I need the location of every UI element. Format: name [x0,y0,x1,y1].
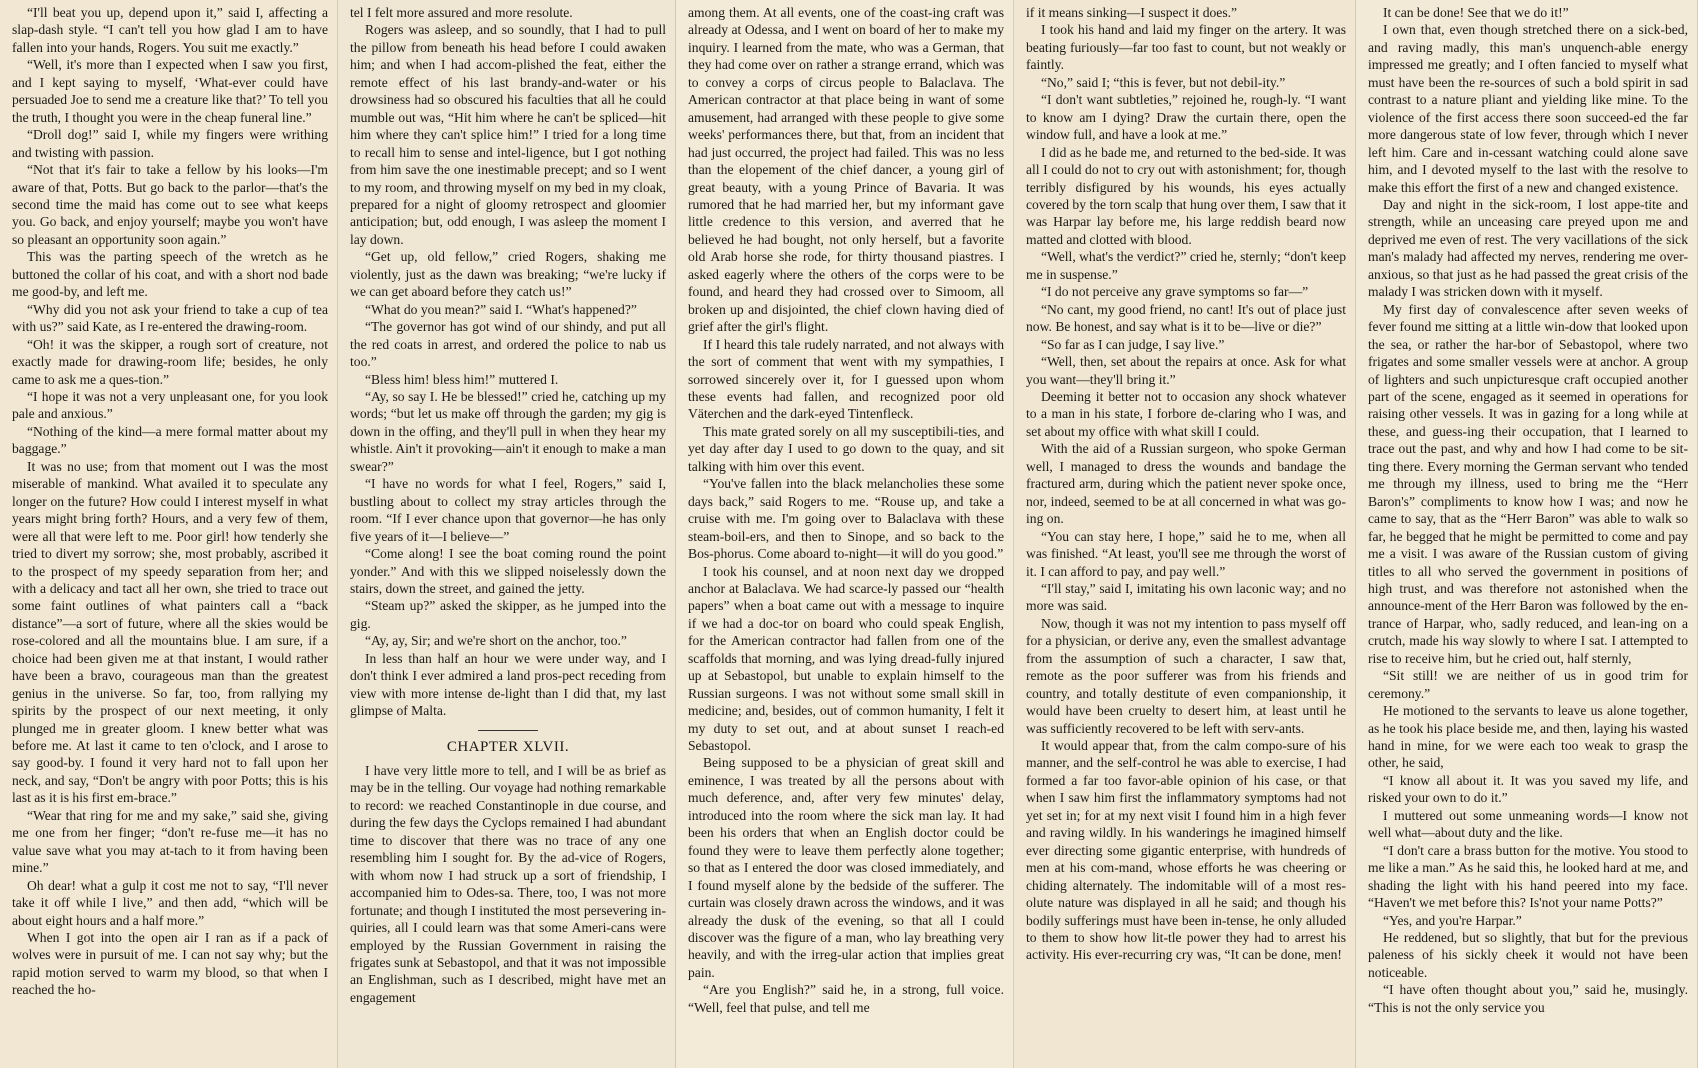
paragraph: “I have often thought about you,” said he, musingly. “This is not the only service you [1368,982,1688,1015]
paragraph: Being supposed to be a physician of great skill and eminence, I was treated by all the persons about with much deference, and, after very few minutes' delay, introduced into the room where the sick man lay. It had been his orders that when an English doctor could be found they were to leave them perfectly alone together; so that as I entered the door was closed immediately, and I found myself alone by the bedside of the sufferer. The curtain was closely drawn across the windows, and it was already the dusk of the evening, so that all I could discover was the figure of a man, who lay breathing very heavily, and with the irreg-ular action that implies great pain. [688,755,1004,980]
paragraph: among them. At all events, one of the coast-ing craft was already at Odessa, and I went on board of her to make my inquiry. I learned from the mate, who was a German, that they had come over on rather a strange errand, which was to convey a corps of circus people to Balaclava. The American contractor at that place being in want of some amusement, had arranged with these people to give some weeks' performances there, but that, from an incident that had just occurred, the project had failed. This was no less than the elopement of the chief dancer, a young girl of great beauty, with a young Prince of Bavaria. It was rumored that he had married her, but my informant gave little credence to this version, and averred that he believed he had bought, not only herself, but a favorite old Arab horse she rode, for thirty thousand piastres. I asked eagerly where the others of the corps were to be found, and heard they had crossed over to Simoom, all broken up and disjointed, the chief clown having died of grief after the girl's flight. [688,5,1004,335]
paragraph: “Oh! it was the skipper, a rough sort of creature, not exactly made for drawing-room life; besides, he only came to ask me a ques-tion.” [12,336,328,387]
paragraph: Day and night in the sick-room, I lost appe-tite and strength, while an unceasing care preyed upon me and deprived me even of rest. The very vacillations of the sick man's malady had affected my nerves, rendering me over-anxious, so that just as he had passed the great crisis of the malady I was stricken down with it myself. [1368,196,1688,300]
paragraph: Rogers was asleep, and so soundly, that I had to pull the pillow from beneath his head before I could awaken him; and when I had accom-plished the feat, either the remote effect of his last brandy-and-water or his drowsiness had so obscured his faculties that all he could mumble out was, “Hit him where he can't be spliced—hit him where they can't splice him!” I tried for a long time to recall him to sense and intel-ligence, but I got nothing from him save the one inestimable precept; and so I went to my room, and throwing myself on my bed in my cloak, prepared for a night of gloomy retrospect and gloomier anticipation; but, odd enough, I was asleep the moment I lay down. [350,22,666,247]
paragraph: If I heard this tale rudely narrated, and not always with the sort of comment that went with my sympathies, I sorrowed sincerely over it, for I guessed upon whom these events had fallen, and recognized poor old Väterchen and the dark-eyed Tintenfleck. [688,336,1004,422]
paragraph: “I have no words for what I feel, Rogers,” said I, bustling about to collect my stray articles through the room. “If I ever chance upon that governor—he has only five years of it—I believe—” [350,476,666,544]
paragraph: “Droll dog!” said I, while my fingers were writhing and twisting with passion. [12,127,328,160]
paragraph: It was no use; from that moment out I was the most miserable of mankind. What availed it to speculate any longer on the future? How could I interest myself in what years might bring forth? Hours, and a very few of them, were all that were left to me. Poor girl! how tenderly she tried to divert my sorrow; she, most probably, ascribed it to the prospect of my speedy separation from her; and with a delicacy and tact all her own, she tried to trace out some faint outlines of what painters call a “back distance”—a sort of future, where all the skies would be rose-colored and all the mountains blue. I am sure, if a choice had been given me at that instant, I would rather have been a bravo, courageous man than the greatest genius in the universe. So far, too, from rallying my spirits by the prospect of our next meeting, it only plunged me in greater gloom. I knew better what was before me. At last it came to ten o'clock, and I arose to say good-by. I found it very hard not to fall upon her neck, and say, “Don't be angry with poor Potts; this is his last as it is his first em-brace.” [12,458,328,806]
paragraph: It can be done! See that we do it!” [1382,5,1569,20]
paragraph: “Nothing of the kind—a mere formal matter about my baggage.” [12,423,328,457]
text-column-3 [676,0,1014,1068]
paragraph: With the aid of a Russian surgeon, who spoke German well, I managed to dress the wounds and bandage the fractured arm, during which the patient never spoke once, nor, indeed, seemed to be at all concerned in what was go-ing on. [1026,441,1346,527]
paragraph: tel I felt more assured and more resolute. [350,5,573,20]
paragraph: “So far as I can judge, I say live.” [1040,336,1225,352]
paragraph: “Ay, ay, Sir; and we're short on the anchor, too.” [364,633,627,649]
paragraph: In less than half an hour we were under way, and I don't think I ever admired a land pros-pect receding from view with more intense de-light than I did that, my last glimpse of Malta. [350,650,666,719]
paragraph: “You can stay here, I hope,” said he to me, when all was finished. “At least, you'll see me through the worst of it. I can afford to pay, and pay well.” [1026,528,1346,579]
paragraph: This was the parting speech of the wretch as he buttoned the collar of his coat, and with a short nod bade me good-by, and left me. [12,249,328,300]
paragraph: “Ay, so say I. He be blessed!” cried he, catching up my words; “but let us make off through the garden; my gig is down in the offing, and they'll pull in when they hear my whistle. Ain't it provoking—ain't it enough to make a man swear?” [350,388,667,474]
paragraph: “I'll beat you up, depend upon it,” said I, affecting a slap-dash style. “I can't tell you how glad I am to have fallen into your hands, Rogers. You suit me exactly.” [12,5,328,55]
paragraph: When I got into the open air I ran as if a pack of wolves were in pursuit of me. I can not say why; but the rapid motion served to warm my blood, so that when I reached the ho- [12,930,328,998]
paragraph: “Steam up?” asked the skipper, as he jumped into the gig. [350,598,666,631]
paragraph: Deeming it better not to occasion any shock whatever to a man in his state, I forbore de-claring who I was, and set about my office with what skill I could. [1026,388,1346,439]
paragraph: I took his hand and laid my finger on the artery. It was beating furiously—far too fast to count, but not weakly or faintly. [1026,22,1346,73]
text-column-5 [1356,0,1698,1068]
paragraph: “Bless him! bless him!” muttered I. [364,371,559,387]
paragraph: “I do not perceive any grave symptoms so far—” [1040,284,1309,300]
paragraph: “Not that it's fair to take a fellow by his looks—I'm aware of that, Potts. But go back to the parlor—that's the second time the maid has come out to see what keeps you. Go back, and enjoy yourself; maybe you won't have so pleasant an opportunity soon again.” [12,162,328,247]
paragraph: “I don't want subtleties,” rejoined he, rough-ly. “I want to know am I dying? Draw the curtain there, open the window full, and have a look at me.” [1026,92,1346,143]
paragraph: “Why did you not ask your friend to take a cup of tea with us?” said Kate, as I re-entered the drawing-room. [12,301,328,335]
paragraph: It would appear that, from the calm compo-sure of his manner, and the self-control he was able to exercise, I had formed a far too favor-able opinion of his case, or that when I saw him first the inflammatory symptoms had not yet set in; for at my next visit I found him in a high fever and raving wildly. In his wanderings he imagined himself ever directing some gigantic enterprise, with hundreds of men at his com-mand, whose efforts he was cheering or chiding alternately. The indomitable will of a most res-olute nature was displayed in all he said; and though his bodily sufferings must have been in-tense, he only alluded to them to show how lit-tle power they had to arrest his activity. His ever-recurring cry was, “It can be done, men! [1026,738,1346,963]
paragraph: “I'll stay,” said I, imitating his own laconic way; and no more was said. [1026,580,1346,614]
paragraph: “You've fallen into the black melancholies these some days back,” said Rogers to me. “Rouse up, and take a cruise with me. I'm going over to Balaclava with these steam-boil-ers, and then to Sinope, and so back to the Bos-phorus. Come aboard to-night—it will do you good.” [688,476,1004,562]
paragraph: “Wear that ring for me and my sake,” said she, giving me one from her finger; “don't re-fuse me—it has no value save what you may at-tach to it from having been mine.” [12,807,328,876]
paragraph: I have very little more to tell, and I will be as brief as may be in the telling. Our voyage had nothing remarkable to record: we reached Constantinople in due course, and during the few days the Cyclops remained I had abundant time to discover that there was no trace of any one resembling him I sought for. By the ad-vice of Rogers, with whom now I had struck up a sort of friendship, I accompanied him to Odes-sa. There, too, I was not more fortunate; and though I instituted the most persevering in-quiries, all I could learn was that some Ameri-cans were employed by the Russian Government in raising the frigates sunk at Sebastopol, and that it was not impossible an Englishman, such as I described, might have met an engagement [350,763,666,1005]
paragraph: “What do you mean?” said I. “What's happened?” [364,301,637,317]
paragraph: if it means sinking—I suspect it does.” [1026,5,1238,20]
paragraph: This mate grated sorely on all my susceptibili-ties, and yet day after day I used to go down to the quay, and sit talking with him over this event. [688,423,1004,474]
paragraph: “I know all about it. It was you saved my life, and risked your own to do it.” [1368,772,1688,806]
paragraph: “Get up, old fellow,” cried Rogers, shaking me violently, just as the dawn was breaking; “we're lucky if we can get aboard before they catch us!” [350,249,666,300]
paragraph: “Sit still! we are neither of us in good trim for ceremony.” [1368,668,1688,701]
text-column-4 [1014,0,1356,1068]
chapter-heading: CHAPTER XLVII. [446,738,570,755]
paragraph: “I don't care a brass button for the motive. You stood to me like a man.” As he said this, he looked hard at me, and shading the light with his hand peered into my face. “Haven't we met before this? Is'not your name Potts?” [1368,842,1688,911]
paragraph: Now, though it was not my intention to pass myself off for a physician, or derive any, even the smallest advantage from the assumption of such a character, I saw that, remote as the poor sufferer was from his friends and country, and totally destitute of even companionship, it would have been cruelty to desert him, at least until he was sufficiently recovered to be left with serv-ants. [1026,615,1346,736]
chapter-divider [478,730,538,731]
paragraph: “Well, what's the verdict?” cried he, sternly; “don't keep me in suspense.” [1026,249,1346,282]
text-column-2 [338,0,676,1068]
paragraph: “Well, then, set about the repairs at once. Ask for what you want—they'll bring it.” [1026,354,1346,387]
text-column-1 [0,0,338,1068]
paragraph: I own that, even though stretched there on a sick-bed, and raving madly, this man's unquench-able energy impressed me greatly; and I often fancied to myself what must have been the re-sources of such a bold spirit in sad contrast to a nature pliant and yielding like mine. To the violence of the first access there soon succeed-ed the far more dangerous state of low fever, through which I never left him. Care and in-cessant watching could alone save him, and I devoted myself to the last with the resolve to make this effort the first of a new and changed existence. [1368,22,1688,195]
paragraph: “Yes, and you're Harpar.” [1382,912,1522,928]
paragraph: “I hope it was not a very unpleasant one, for you look pale and anxious.” [12,388,328,422]
paragraph: “Are you English?” said he, in a strong, full voice. “Well, feel that pulse, and tell me [688,982,1004,1015]
paragraph: I took his counsel, and at noon next day we dropped anchor at Balaclava. We had scarce-ly passed our “health papers” when a boat came out with a message to inquire if we had a doc-tor on board who could speak English, for the American contractor had fallen from one of the scaffolds that morning, and was lying dread-fully injured up at Sebastopol, but unable to explain himself to the Russian surgeons. I was not without some small skill in medicine; and, besides, out of common humanity, I felt it my duty to set out, and at about sunset I reach-ed Sebastopol. [688,563,1004,754]
paragraph: My first day of convalescence after seven weeks of fever found me sitting at a little win-dow that looked upon the sea, or rather the har-bor of Sebastopol, where two frigates and some smaller vessels were at anchor. A group of lighters and such unpicturesque craft occupied another part of the scene, engaged as it seemed in operations for raising other vessels. It was in gazing for a long while at these, and guess-ing their occupation, that I learned to trace out the past, and why and how I had come to be sit-ting there. Every morning the German servant who tended me through my illness, used to bring me the “Herr Baron's” compliments to know how I was; and now he came to say, that as the “Herr Baron” was able to walk so far, he begged that he might be permitted to come and pay me a visit. I was aware of the Russian custom of giving titles to all who served the government in positions of high trust, and was therefore not astonished when the announce-ment of the Herr Baron was followed by the en-trance of Harpar, who, sadly reduced, and lean-ing on a crutch, made his way slowly to where I sat. I attempted to rise to receive him, but he cried out, half sternly, [1368,301,1688,666]
paragraph: “The governor has got wind of our shindy, and put all the red coats in arrest, and ordered the police to nab us too.” [350,319,666,370]
paragraph: I muttered out some unmeaning words—I know not well what—about duty and the like. [1368,807,1688,841]
paragraph: “Well, it's more than I expected when I saw you first, and I kept saying to myself, ‘What-ever could have persuaded Joe to send me a creature like that?’ To tell you the truth, I thought you were in the cheap funeral line.” [12,57,328,125]
paragraph: “Come along! I see the boat coming round the point yonder.” And with this we slipped noiselessly down the stairs, down the street, and gained the jetty. [350,546,666,596]
paragraph: Oh dear! what a gulp it cost me not to say, “I'll never take it off while I live,” and then add, “which will be about eight hours and a half more.” [12,877,328,928]
paragraph: “No cant, my good friend, no cant! It's out of place just now. Be honest, and say what is it to be—live or die?” [1026,301,1346,335]
paragraph: I did as he bade me, and returned to the bed-side. It was all I could do not to cry out with astonishment; for, though terribly disfigured by his wounds, his eyes actually covered by the torn scalp that hung over them, I saw that it was Harpar lay before me, his large reddish beard now matted and clotted with blood. [1026,144,1346,247]
paragraph: He motioned to the servants to leave us alone together, as he took his place beside me, and then, laying his wasted hand in mine, for we were each too weak to grasp the other, he said, [1368,703,1688,771]
paragraph: He reddened, but so slightly, that but for the previous paleness of his sickly cheek it would not have been noticeable. [1368,930,1688,980]
paragraph: “No,” said I; “this is fever, but not debil-ity.” [1040,74,1286,90]
